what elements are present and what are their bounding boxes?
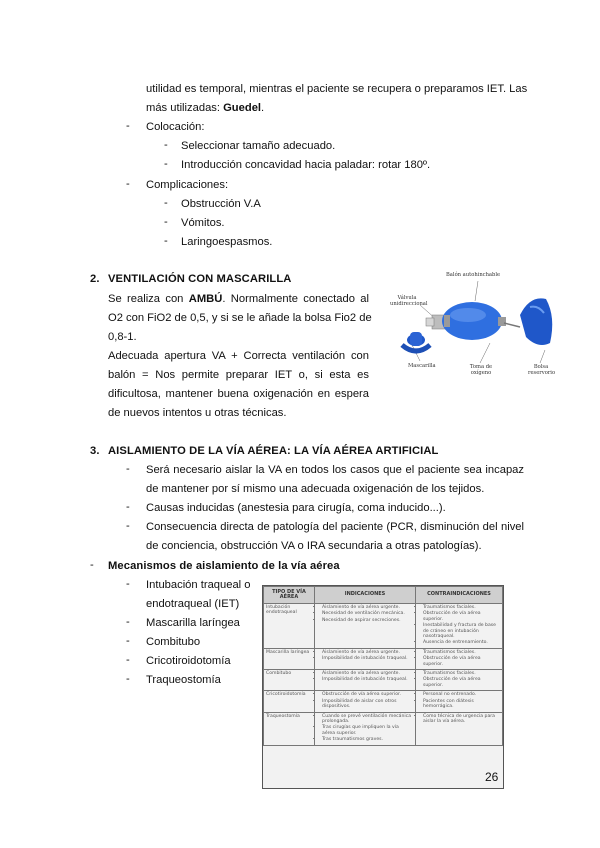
table-list-item: • Aislamiento de vía aérea urgente. [322,605,413,610]
complicaciones-item: Laringoespasmos. [181,236,273,248]
table-list-item: • Traumatismos faciales. [423,650,500,655]
table-cell-type: Traqueostomía [264,712,315,745]
mechanism-item-cont: endotraqueal (IET) [146,598,240,610]
table-list-item: • Imposibilidad de intubación traqueal. [322,656,413,661]
table-row [264,712,503,745]
table-row [264,670,503,691]
label-valvula: Válvula unidireccional [390,295,428,307]
bullet-dash: - [126,120,130,132]
complicaciones-label: Complicaciones: [146,179,229,191]
section-2-p1-line2: O2 con FiO2 de 0,5, y si se le añade la bolsa Fio2 de [108,312,372,324]
table-list-item: • Obstrucción de vía aérea superior. [322,692,413,697]
bullet-dash: - [126,501,130,513]
table-list-item: • Obstrucción de vía aérea superior. [423,656,500,667]
table-cell-contraindications [416,604,503,649]
label-bolsa: Bolsa reservorio [528,364,556,376]
section-2-p2-line1: Adecuada apertura VA + Correcta ventilación con [108,350,369,362]
table-cell-indications [315,648,416,669]
ambu-figure [380,265,560,385]
table-list-item: • Traumatismos faciales. [423,605,500,610]
table-row [264,691,503,712]
complicaciones-item: Vómitos. [181,217,225,229]
table-cell-indications [315,712,416,745]
bullet-dash: - [126,635,130,647]
bullet-dash: - [164,197,168,209]
p1-text-end: . Normalmente conectado al [222,293,369,305]
label-toma: Toma de oxígeno [469,364,493,376]
table-list-item: • Imposibilidad de intubación traqueal. [322,677,413,682]
table-list-item: • Obstrucción de vía aérea superior. [423,677,500,688]
bullet-dash: - [164,139,168,151]
table-header: CONTRAINDICACIONES [416,587,503,604]
table-list-item: • Personal no entrenado. [423,692,500,697]
bullet-dash: - [90,559,94,571]
table-list-item: • Necesidad de ventilación mecánica. [322,611,413,616]
section-3-b1-line1: Será necesario aislar la VA en todos los casos que el paciente sea incapaz [146,464,524,476]
table-row [264,604,503,649]
mechanisms-title: Mecanismos de aislamiento de la vía aérea [108,560,340,572]
colocacion-item: Seleccionar tamaño adecuado. [181,140,336,152]
table-list-item: • Tras traumatismos graves. [322,737,413,742]
ambu-bold: AMBÚ [188,293,223,305]
table-cell-indications [315,691,416,712]
bullet-dash: - [164,216,168,228]
table-list-item: • Traumatismos faciales. [423,671,500,676]
airway-table-grid [263,586,503,746]
label-mascarilla: Mascarilla [408,363,436,369]
table-list-item: • Tras cirugías que impliquen la vía aérea superior. [322,725,413,736]
table-list-item: • Cuando se prevé ventilación mecánica prolongada. [322,714,413,725]
bullet-dash: - [164,158,168,170]
section-3-title: AISLAMIENTO DE LA VÍA AÉREA: LA VÍA AÉREA ARTIFICIAL [108,445,439,457]
mechanism-item: Mascarilla laríngea [146,617,240,629]
section-2-p2-line2: balón = Nos permite preparar IET o, si esta es [108,369,369,381]
intro-line-2-end: . [261,102,265,114]
colocacion-item: Introducción concavidad hacia paladar: rotar 180º. [181,159,431,171]
mechanism-item: Cricotiroidotomía [146,655,231,667]
guedel-bold: Guedel [223,102,262,114]
bullet-dash: - [126,673,130,685]
bullet-dash: - [126,178,130,190]
label-balon: Balón autohinchable [446,272,501,278]
table-cell-contraindications [416,670,503,691]
colocacion-label: Colocación: [146,121,205,133]
table-cell-type: Combitubo [264,670,315,691]
table-list-item: • Ausencia de entrenamiento. [423,640,500,645]
table-cell-type: Mascarilla laríngea [264,648,315,669]
table-list-item: • Imposibilidad de aislar con otros dispositivos. [322,699,413,710]
p1-text: Se realiza con [108,293,189,305]
intro-line-1: utilidad es temporal, mientras el paciente se recupera o preparamos IET. Las [146,83,528,95]
mechanism-item: Traqueostomía [146,674,221,686]
table-list-item: • Pacientes con diátesis hemorrágica. [423,699,500,710]
intro-line-2 [146,101,264,115]
table-list-item: • Aislamiento de vía aérea urgente. [322,671,413,676]
intro-line-2-text: más utilizadas: [146,102,224,114]
section-2-number: 2. [90,273,100,285]
table-header: TIPO DE VÍA AÉREA [264,587,315,604]
bullet-dash: - [126,463,130,475]
section-2-p2-line3: dificultosa, mantener buena oxigenación en espera [108,388,369,400]
table-list-item: • Inestabilidad y fractura de base de cráneo en intubación nasotraqueal. [423,623,500,639]
section-2-p1-line1 [108,292,369,306]
section-3-b1-line2: de mantener por sí mismo una adecuada oxigenación de los tejidos. [146,483,485,495]
table-list-item: • Obstrucción de vía aérea superior. [423,611,500,622]
section-3-b3-line1: Consecuencia directa de patología del paciente (PCR, disminución del nivel [146,521,524,533]
table-cell-type: Cricotiroidotomía [264,691,315,712]
page-number: 26 [485,770,499,784]
bullet-dash: - [126,578,130,590]
section-3-b3-line2: de conciencia, obstrucción VA o IRA secundaria a otras patologías). [146,540,482,552]
mechanism-item: Intubación traqueal o [146,579,251,591]
table-cell-contraindications [416,648,503,669]
table-list-item: • Necesidad de aspirar secreciones. [322,618,413,623]
bullet-dash: - [126,616,130,628]
bullet-dash: - [126,520,130,532]
table-cell-type: Intubación endotraqueal [264,604,315,649]
complicaciones-item: Obstrucción V.A [181,198,261,210]
table-cell-indications [315,604,416,649]
section-2-p2-line4: de nuevos intentos u otras técnicas. [108,407,287,419]
table-header: INDICACIONES [315,587,416,604]
table-list-item: • Como técnica de urgencia para aislar la vía aérea. [423,714,500,725]
bullet-dash: - [126,654,130,666]
table-row [264,648,503,669]
airway-table [262,585,504,789]
table-header-row [264,587,503,604]
table-cell-contraindications [416,691,503,712]
table-cell-indications [315,670,416,691]
mechanism-item: Combitubo [146,636,201,648]
section-2-p1-line3: 0,8-1. [108,331,137,343]
section-3-b2-line1: Causas inducidas (anestesia para cirugía, coma inducido...). [146,502,446,514]
table-cell-contraindications [416,712,503,745]
table-list-item: • Aislamiento de vía aérea urgente. [322,650,413,655]
section-2-title: VENTILACIÓN CON MASCARILLA [108,273,292,285]
bullet-dash: - [164,235,168,247]
section-3-number: 3. [90,445,100,457]
